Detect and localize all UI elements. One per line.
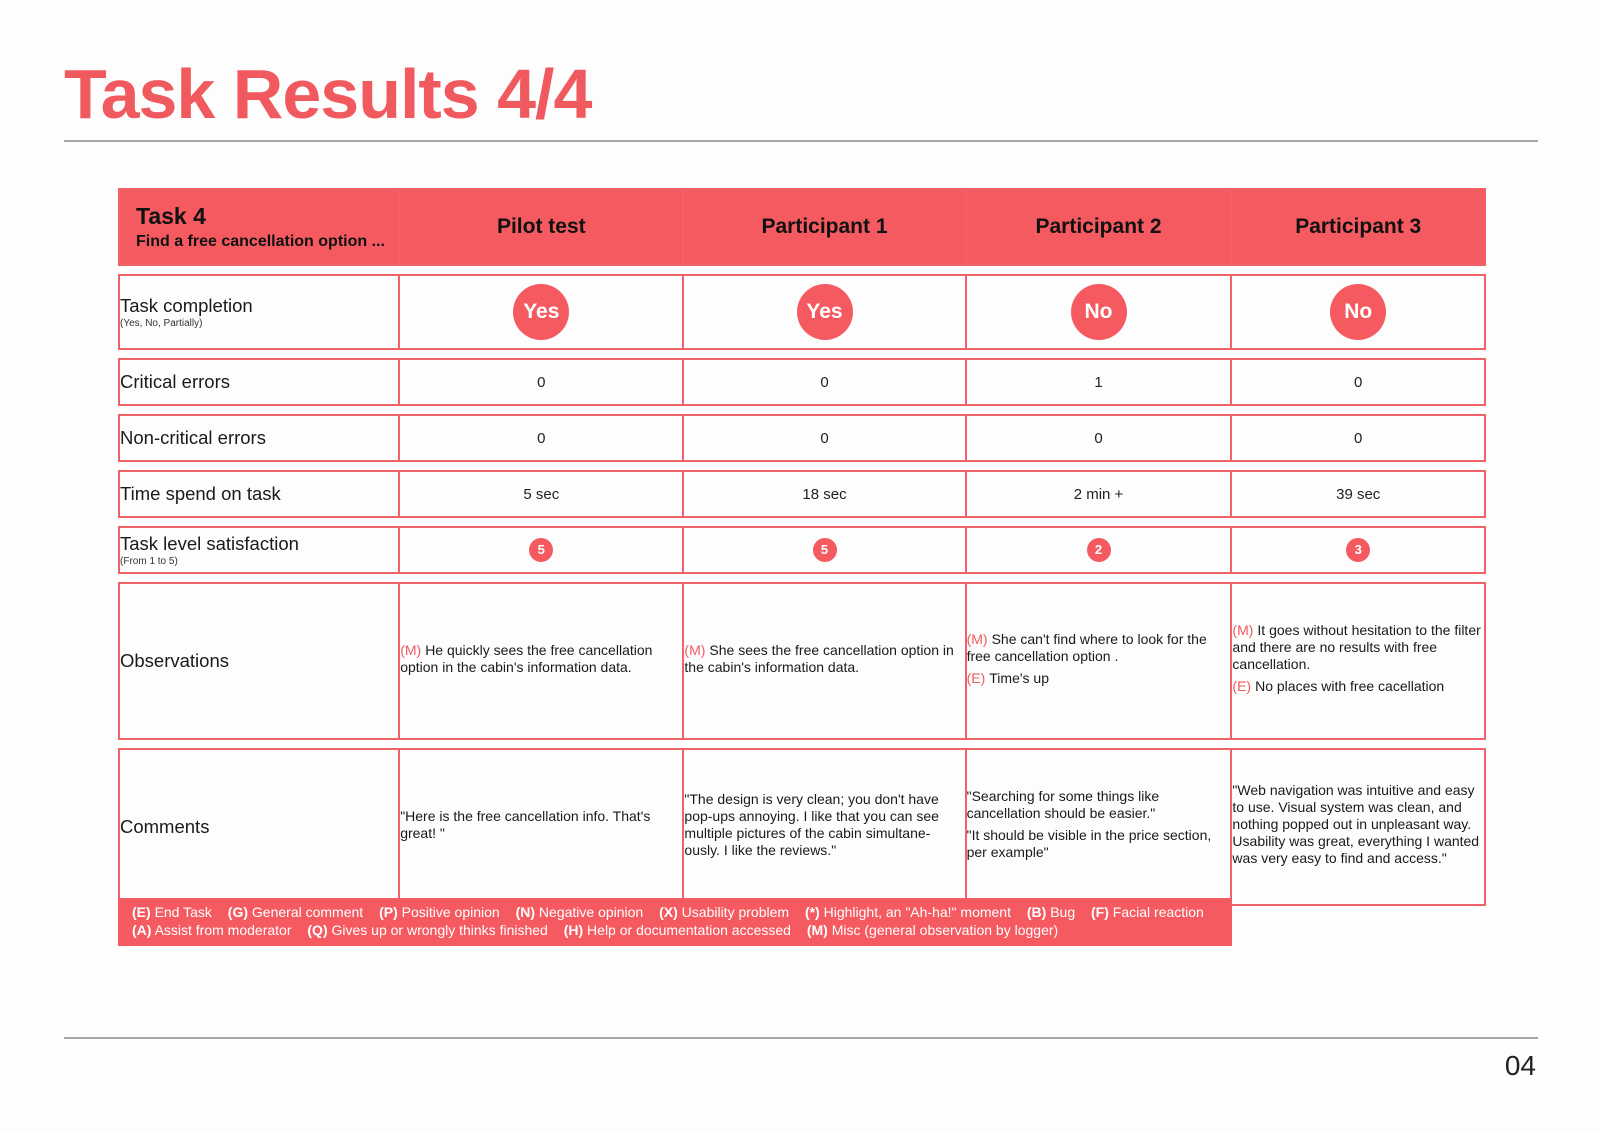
legend-item: (F) Facial reaction [1091, 904, 1204, 920]
observation-entry [1232, 622, 1484, 673]
comment-text: "Here is the free cancellation info. That's great! " [400, 807, 651, 841]
row-sublabel: (Yes, No, Partially) [120, 318, 203, 329]
legend-item: (Q) Gives up or wrongly thinks finished [307, 922, 548, 938]
task-header-cell [118, 188, 400, 266]
observation-cell [400, 582, 684, 740]
comment-text: "Web navigation was intuitive and easy to use. Visual system was clean, and nothing popped out in unpleasant way. Usability was great, everything I wanted was very easy to find and access." [1232, 782, 1480, 866]
observation-entry [684, 642, 964, 676]
page-title: Task Results 4/4 [64, 55, 592, 133]
row-label-text: Task level satisfaction [120, 533, 299, 554]
cell-value: 18 sec [684, 470, 966, 518]
cell-satisfaction [684, 526, 966, 574]
comment-text: "The design is very clean; you don't have pop-ups annoying. I like that you can see multiple pictures of the cabin simultane-ously. I like the reviews." [684, 790, 939, 858]
column-header-participant-3: Participant 3 [1232, 188, 1486, 266]
observation-entry [400, 642, 682, 676]
row-non-critical-errors [118, 414, 1486, 462]
cell-satisfaction [967, 526, 1233, 574]
observation-cell [684, 582, 966, 740]
row-sublabel: (From 1 to 5) [120, 556, 178, 567]
cell-value: 2 min + [967, 470, 1233, 518]
row-task-satisfaction [118, 526, 1486, 574]
cell-value: 0 [967, 414, 1233, 462]
row-label [118, 274, 400, 350]
comment-cell [967, 748, 1233, 906]
legend-line-2 [132, 921, 1218, 939]
observation-code: (M) [684, 641, 706, 658]
page-number: 04 [1504, 1050, 1536, 1081]
observation-code: (M) [1232, 622, 1254, 638]
cell-completion [967, 274, 1233, 350]
comment-cell [684, 748, 966, 906]
cell-value: 0 [400, 414, 684, 462]
satisfaction-badge: 2 [1087, 538, 1111, 562]
completion-badge: Yes [797, 284, 853, 340]
row-critical-errors [118, 358, 1486, 406]
legend-item: (E) End Task [132, 904, 212, 920]
satisfaction-badge: 3 [1346, 538, 1370, 562]
legend-line-1 [132, 903, 1218, 921]
top-divider [64, 140, 1538, 142]
table-header-row [118, 188, 1486, 266]
comment-text: "It should be visible in the price section, per example" [966, 827, 1212, 860]
column-header-pilot: Pilot test [400, 188, 684, 266]
cell-value: 0 [1232, 358, 1486, 406]
comment-cell [400, 748, 684, 906]
cell-satisfaction [1232, 526, 1486, 574]
cell-satisfaction [400, 526, 684, 574]
legend-item: (M) Misc (general observation by logger) [806, 922, 1059, 938]
observation-text: No places with free cacellation [1255, 678, 1445, 694]
task-results-table [118, 180, 1486, 914]
observation-code: (M) [400, 641, 422, 658]
cell-value: 0 [684, 414, 966, 462]
row-label: Observations [118, 582, 400, 740]
bottom-divider [64, 1037, 1538, 1039]
cell-value: 5 sec [400, 470, 684, 518]
row-comments [118, 748, 1486, 906]
legend-item: (N) Negative opinion [515, 904, 644, 920]
observation-cell [967, 582, 1233, 740]
row-label: Non-critical errors [118, 414, 400, 462]
observation-code: (E) [1232, 678, 1252, 694]
cell-completion [400, 274, 684, 350]
legend-item: (H) Help or documentation accessed [563, 922, 791, 938]
legend-item: (X) Usability problem [659, 904, 790, 920]
cell-completion [684, 274, 966, 350]
row-observations [118, 582, 1486, 740]
legend-item: (B) Bug [1026, 904, 1076, 920]
completion-badge: No [1330, 284, 1386, 340]
column-header-participant-1: Participant 1 [684, 188, 966, 266]
legend-item: (*) Highlight, an "Ah-ha!" moment [804, 904, 1011, 920]
observation-code: (M) [966, 630, 988, 647]
legend-item: (P) Positive opinion [379, 904, 500, 920]
satisfaction-badge: 5 [813, 538, 837, 562]
cell-completion [1232, 274, 1486, 350]
row-label [118, 526, 400, 574]
cell-value: 0 [400, 358, 684, 406]
observation-entry [1232, 678, 1484, 695]
legend-item: (G) General comment [227, 904, 364, 920]
task-title: Task 4 [136, 203, 206, 229]
observation-text: She sees the free cancellation option in the cabin's information data. [684, 641, 954, 675]
row-label: Critical errors [118, 358, 400, 406]
row-time-on-task [118, 470, 1486, 518]
observation-text: Time's up [989, 669, 1049, 686]
cell-value: 0 [1232, 414, 1486, 462]
row-label-text: Task completion [120, 295, 253, 316]
observation-entry [967, 631, 1231, 665]
cell-value: 1 [967, 358, 1233, 406]
legend-item: (A) Assist from moderator [132, 922, 292, 938]
legend-box [118, 898, 1232, 946]
observation-text: It goes without hesitation to the filter and there are no results with free cancellation. [1232, 622, 1481, 672]
column-header-participant-2: Participant 2 [967, 188, 1233, 266]
observation-text: She can't find where to look for the free cancellation option . [966, 630, 1207, 664]
completion-badge: Yes [513, 284, 569, 340]
row-task-completion [118, 274, 1486, 350]
comment-text: "Searching for some things like cancellation should be easier." [966, 788, 1160, 821]
observation-entry [967, 670, 1231, 687]
row-label: Comments [118, 748, 400, 906]
task-description: Find a free cancellation option ... [136, 233, 385, 250]
satisfaction-badge: 5 [529, 538, 553, 562]
row-label: Time spend on task [118, 470, 400, 518]
completion-badge: No [1071, 284, 1127, 340]
comment-cell [1232, 748, 1486, 906]
observation-code: (E) [966, 669, 986, 686]
cell-value: 0 [684, 358, 966, 406]
cell-value: 39 sec [1232, 470, 1486, 518]
observation-text: He quickly sees the free cancellation option in the cabin's information data. [400, 641, 653, 675]
observation-cell [1232, 582, 1486, 740]
